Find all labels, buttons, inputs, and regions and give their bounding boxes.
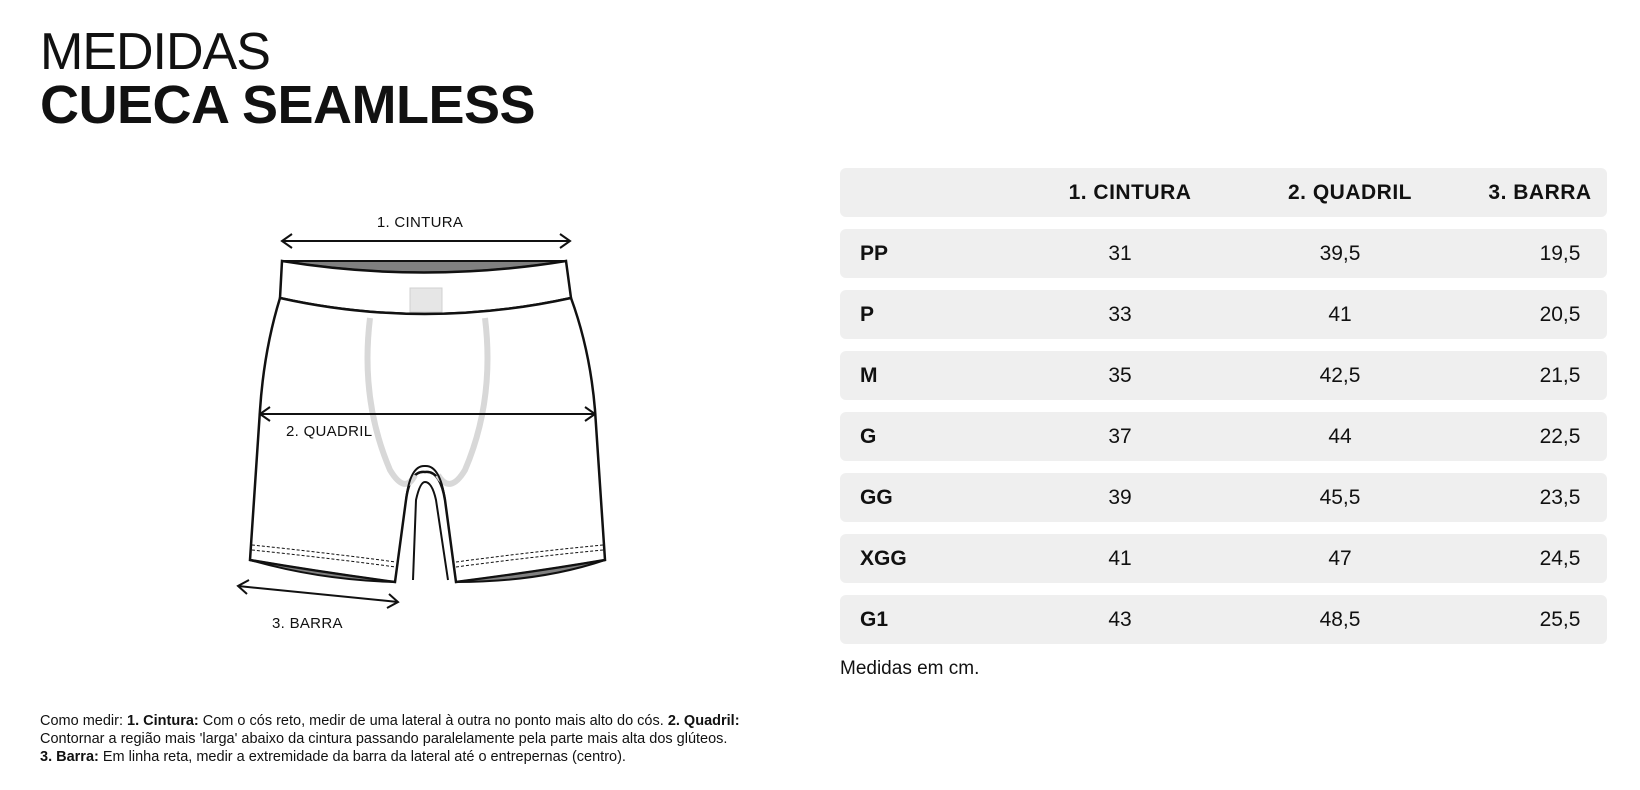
table-row	[840, 229, 1607, 278]
cintura-cell: 43	[1108, 608, 1132, 631]
cintura-cell: 37	[1108, 425, 1132, 448]
measuring-instructions	[40, 712, 780, 766]
cintura-arrow	[282, 234, 570, 248]
quadril-cell: 45,5	[1319, 486, 1361, 509]
cintura-cell: 39	[1108, 486, 1132, 509]
quadril-cell: 44	[1328, 425, 1352, 448]
size-cell: P	[860, 303, 875, 326]
header-size	[860, 168, 940, 217]
title-line-1: MEDIDAS	[40, 23, 270, 81]
cintura-cell: 35	[1108, 364, 1132, 387]
table-row	[840, 290, 1607, 339]
boxer-illustration	[220, 200, 620, 630]
size-cell: PP	[860, 242, 889, 265]
units-note: Medidas em cm.	[840, 658, 980, 679]
quadril-cell: 39,5	[1319, 242, 1361, 265]
instruction-3-text: Em linha reta, medir a extremidade da barra da lateral até o entrepernas (centro).	[98, 749, 626, 765]
barra-label: 3. BARRA	[272, 615, 343, 630]
header-barra: 3. BARRA	[1488, 181, 1592, 204]
cintura-cell: 41	[1108, 547, 1132, 570]
instruction-2-label: 2. Quadril:	[667, 713, 740, 729]
barra-cell: 19,5	[1539, 242, 1581, 265]
table-row	[840, 473, 1607, 522]
boxer-body	[250, 298, 605, 582]
table-header-row	[840, 168, 1607, 217]
header-quadril: 2. QUADRIL	[1287, 181, 1412, 204]
quadril-label: 2. QUADRIL	[286, 423, 373, 440]
barra-cell: 23,5	[1539, 486, 1581, 509]
quadril-cell: 48,5	[1319, 608, 1361, 631]
instruction-2-text: Contornar a região mais 'larga' abaixo da cintura passando paralelamente pela parte mais alta dos glúteos.	[40, 731, 728, 747]
barra-cell: 22,5	[1539, 425, 1581, 448]
barra-cell: 24,5	[1539, 547, 1581, 570]
label-tag	[410, 288, 442, 312]
instruction-1-label: 1. Cintura:	[127, 713, 199, 729]
size-cell: GG	[860, 486, 893, 509]
title-line-2: CUECA SEAMLESS	[40, 75, 536, 135]
cintura-label: 1. CINTURA	[376, 214, 464, 231]
table-row	[840, 412, 1607, 461]
size-table	[840, 168, 1607, 656]
table-row	[840, 351, 1607, 400]
quadril-cell: 47	[1328, 547, 1352, 570]
page-title	[40, 23, 536, 135]
barra-cell: 25,5	[1539, 608, 1581, 631]
cintura-cell: 31	[1108, 242, 1132, 265]
size-cell: G1	[860, 608, 889, 631]
barra-cell: 21,5	[1539, 364, 1581, 387]
size-cell: M	[860, 364, 878, 387]
header-cintura: 1. CINTURA	[1068, 181, 1192, 204]
quadril-cell: 42,5	[1319, 364, 1361, 387]
barra-cell: 20,5	[1539, 303, 1581, 326]
table-row	[840, 534, 1607, 583]
size-cell: XGG	[860, 547, 907, 570]
instructions-intro: Como medir:	[40, 713, 128, 729]
quadril-cell: 41	[1328, 303, 1352, 326]
underwear-diagram	[220, 200, 620, 630]
inner-leg-seam	[413, 482, 448, 580]
table-row	[840, 595, 1607, 644]
size-cell: G	[860, 425, 877, 448]
cintura-cell: 33	[1108, 303, 1132, 326]
instruction-1-text: Com o cós reto, medir de uma lateral à outra no ponto mais alto do cós.	[198, 713, 668, 729]
instruction-3-label: 3. Barra:	[40, 749, 99, 765]
barra-arrow	[238, 580, 398, 608]
